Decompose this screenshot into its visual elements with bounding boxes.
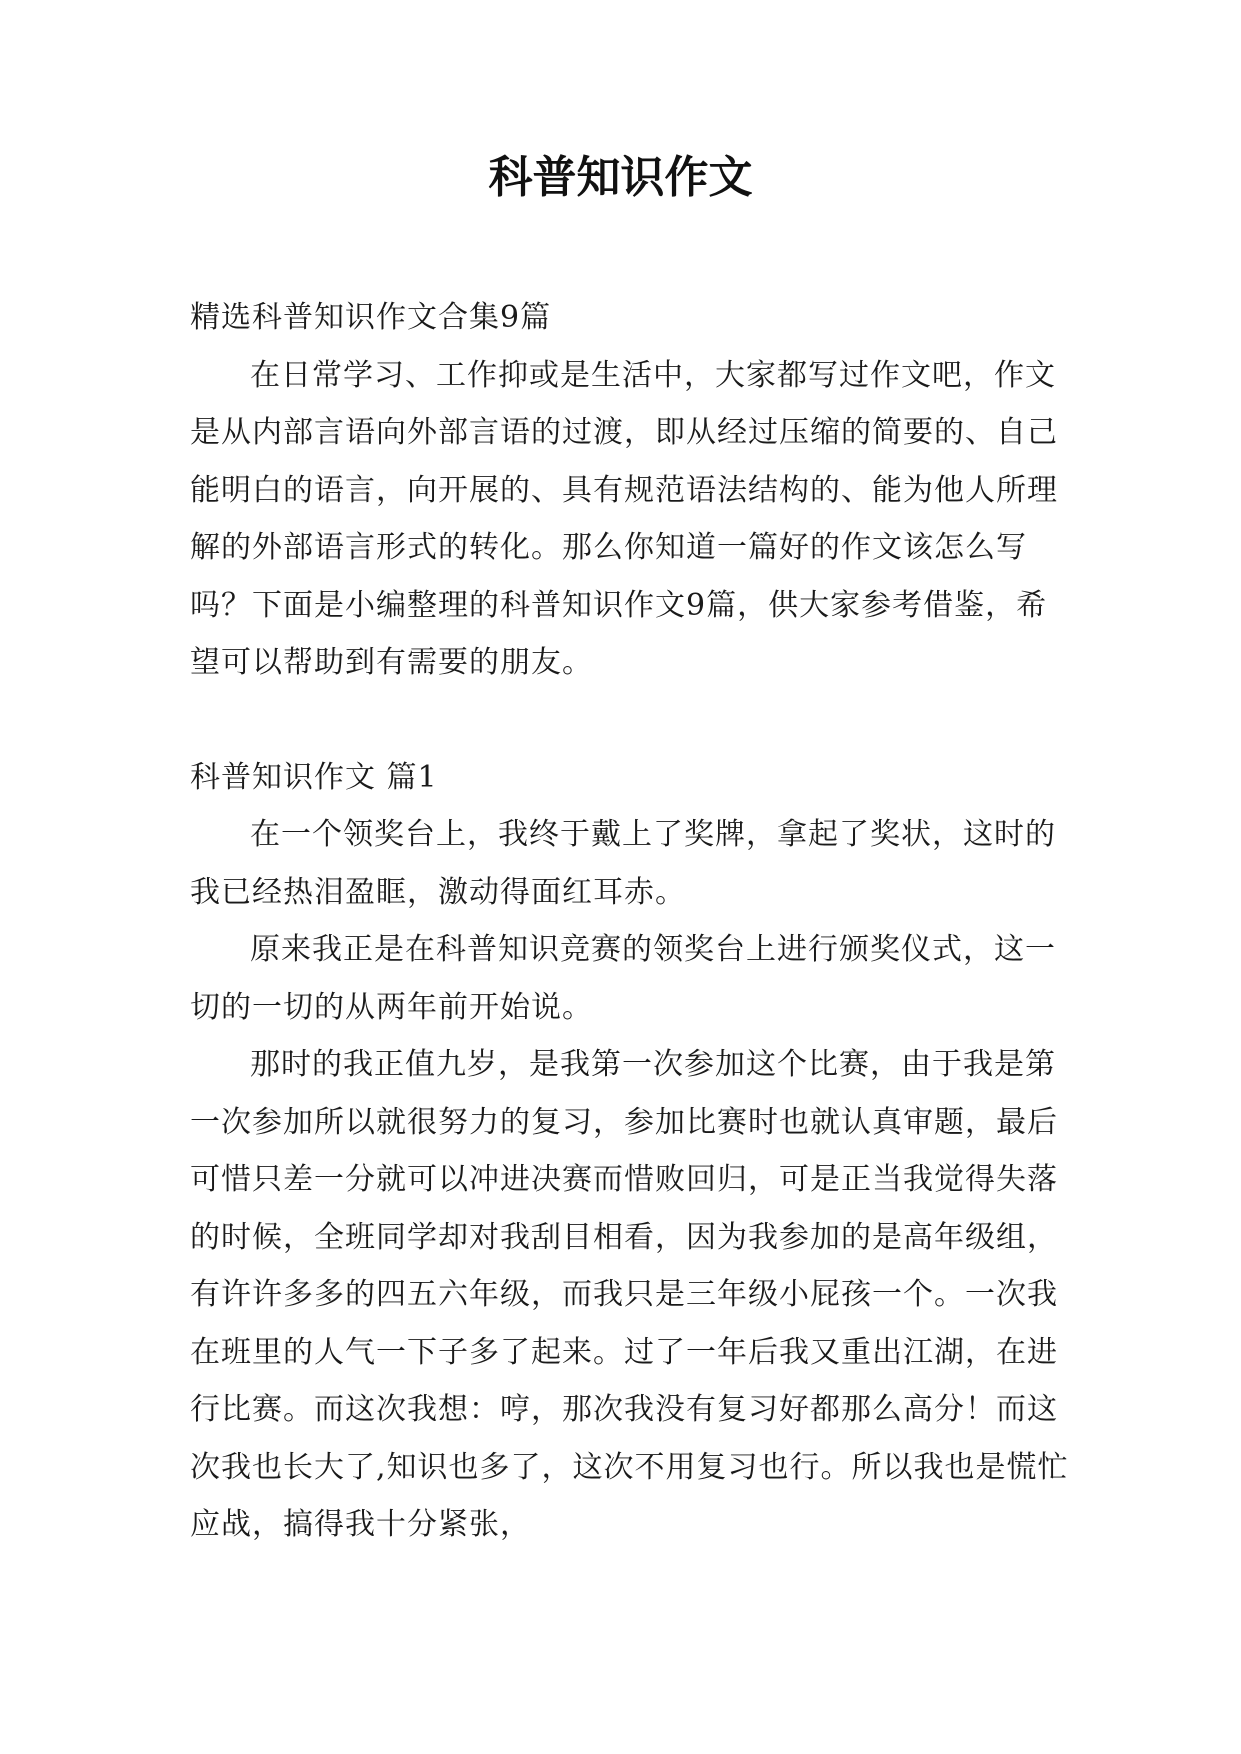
document-body	[190, 289, 1070, 1554]
section-heading: 科普知识作文 篇1	[190, 759, 438, 795]
intro-paragraph: 在日常学习、工作抑或是生活中，大家都写过作文吧，作文是从内部言语向外部言语的过渡，即从经过压缩的简要的、自己能明白的语言，向开展的、具有规范语法结构的、能为他人所理解的外部语言形式的转化。那么你知道一篇好的作文该怎么写吗？下面是小编整理的科普知识作文9篇，供大家参考借鉴，希望可以帮助到有需要的朋友。	[190, 357, 1058, 680]
section-spacer	[190, 692, 1070, 749]
body-paragraph: 那时的我正值九岁，是我第一次参加这个比赛，由于我是第一次参加所以就很努力的复习，参加比赛时也就认真审题，最后可惜只差一分就可以冲进决赛而惜败回归，可是正当我觉得失落的时候，全班同学却对我刮目相看，因为我参加的是高年级组，有许许多多的四五六年级，而我只是三年级小屁孩一个。一次我在班里的人气一下子多了起来。过了一年后我又重出江湖，在进行比赛。而这次我想：哼，那次我没有复习好都那么高分！而这次我也长大了,知识也多了，这次不用复习也行。所以我也是慌忙应战，搞得我十分紧张，	[190, 1047, 1069, 1542]
intro-heading: 精选科普知识作文合集9篇	[190, 300, 552, 335]
body-paragraph: 原来我正是在科普知识竞赛的领奖台上进行颁奖仪式，这一切的一切的从两年前开始说。	[190, 932, 1056, 1025]
document-title: 科普知识作文	[488, 152, 753, 203]
body-paragraph: 在一个领奖台上，我终于戴上了奖牌，拿起了奖状，这时的我已经热泪盈眶，激动得面红耳赤。	[190, 817, 1056, 910]
